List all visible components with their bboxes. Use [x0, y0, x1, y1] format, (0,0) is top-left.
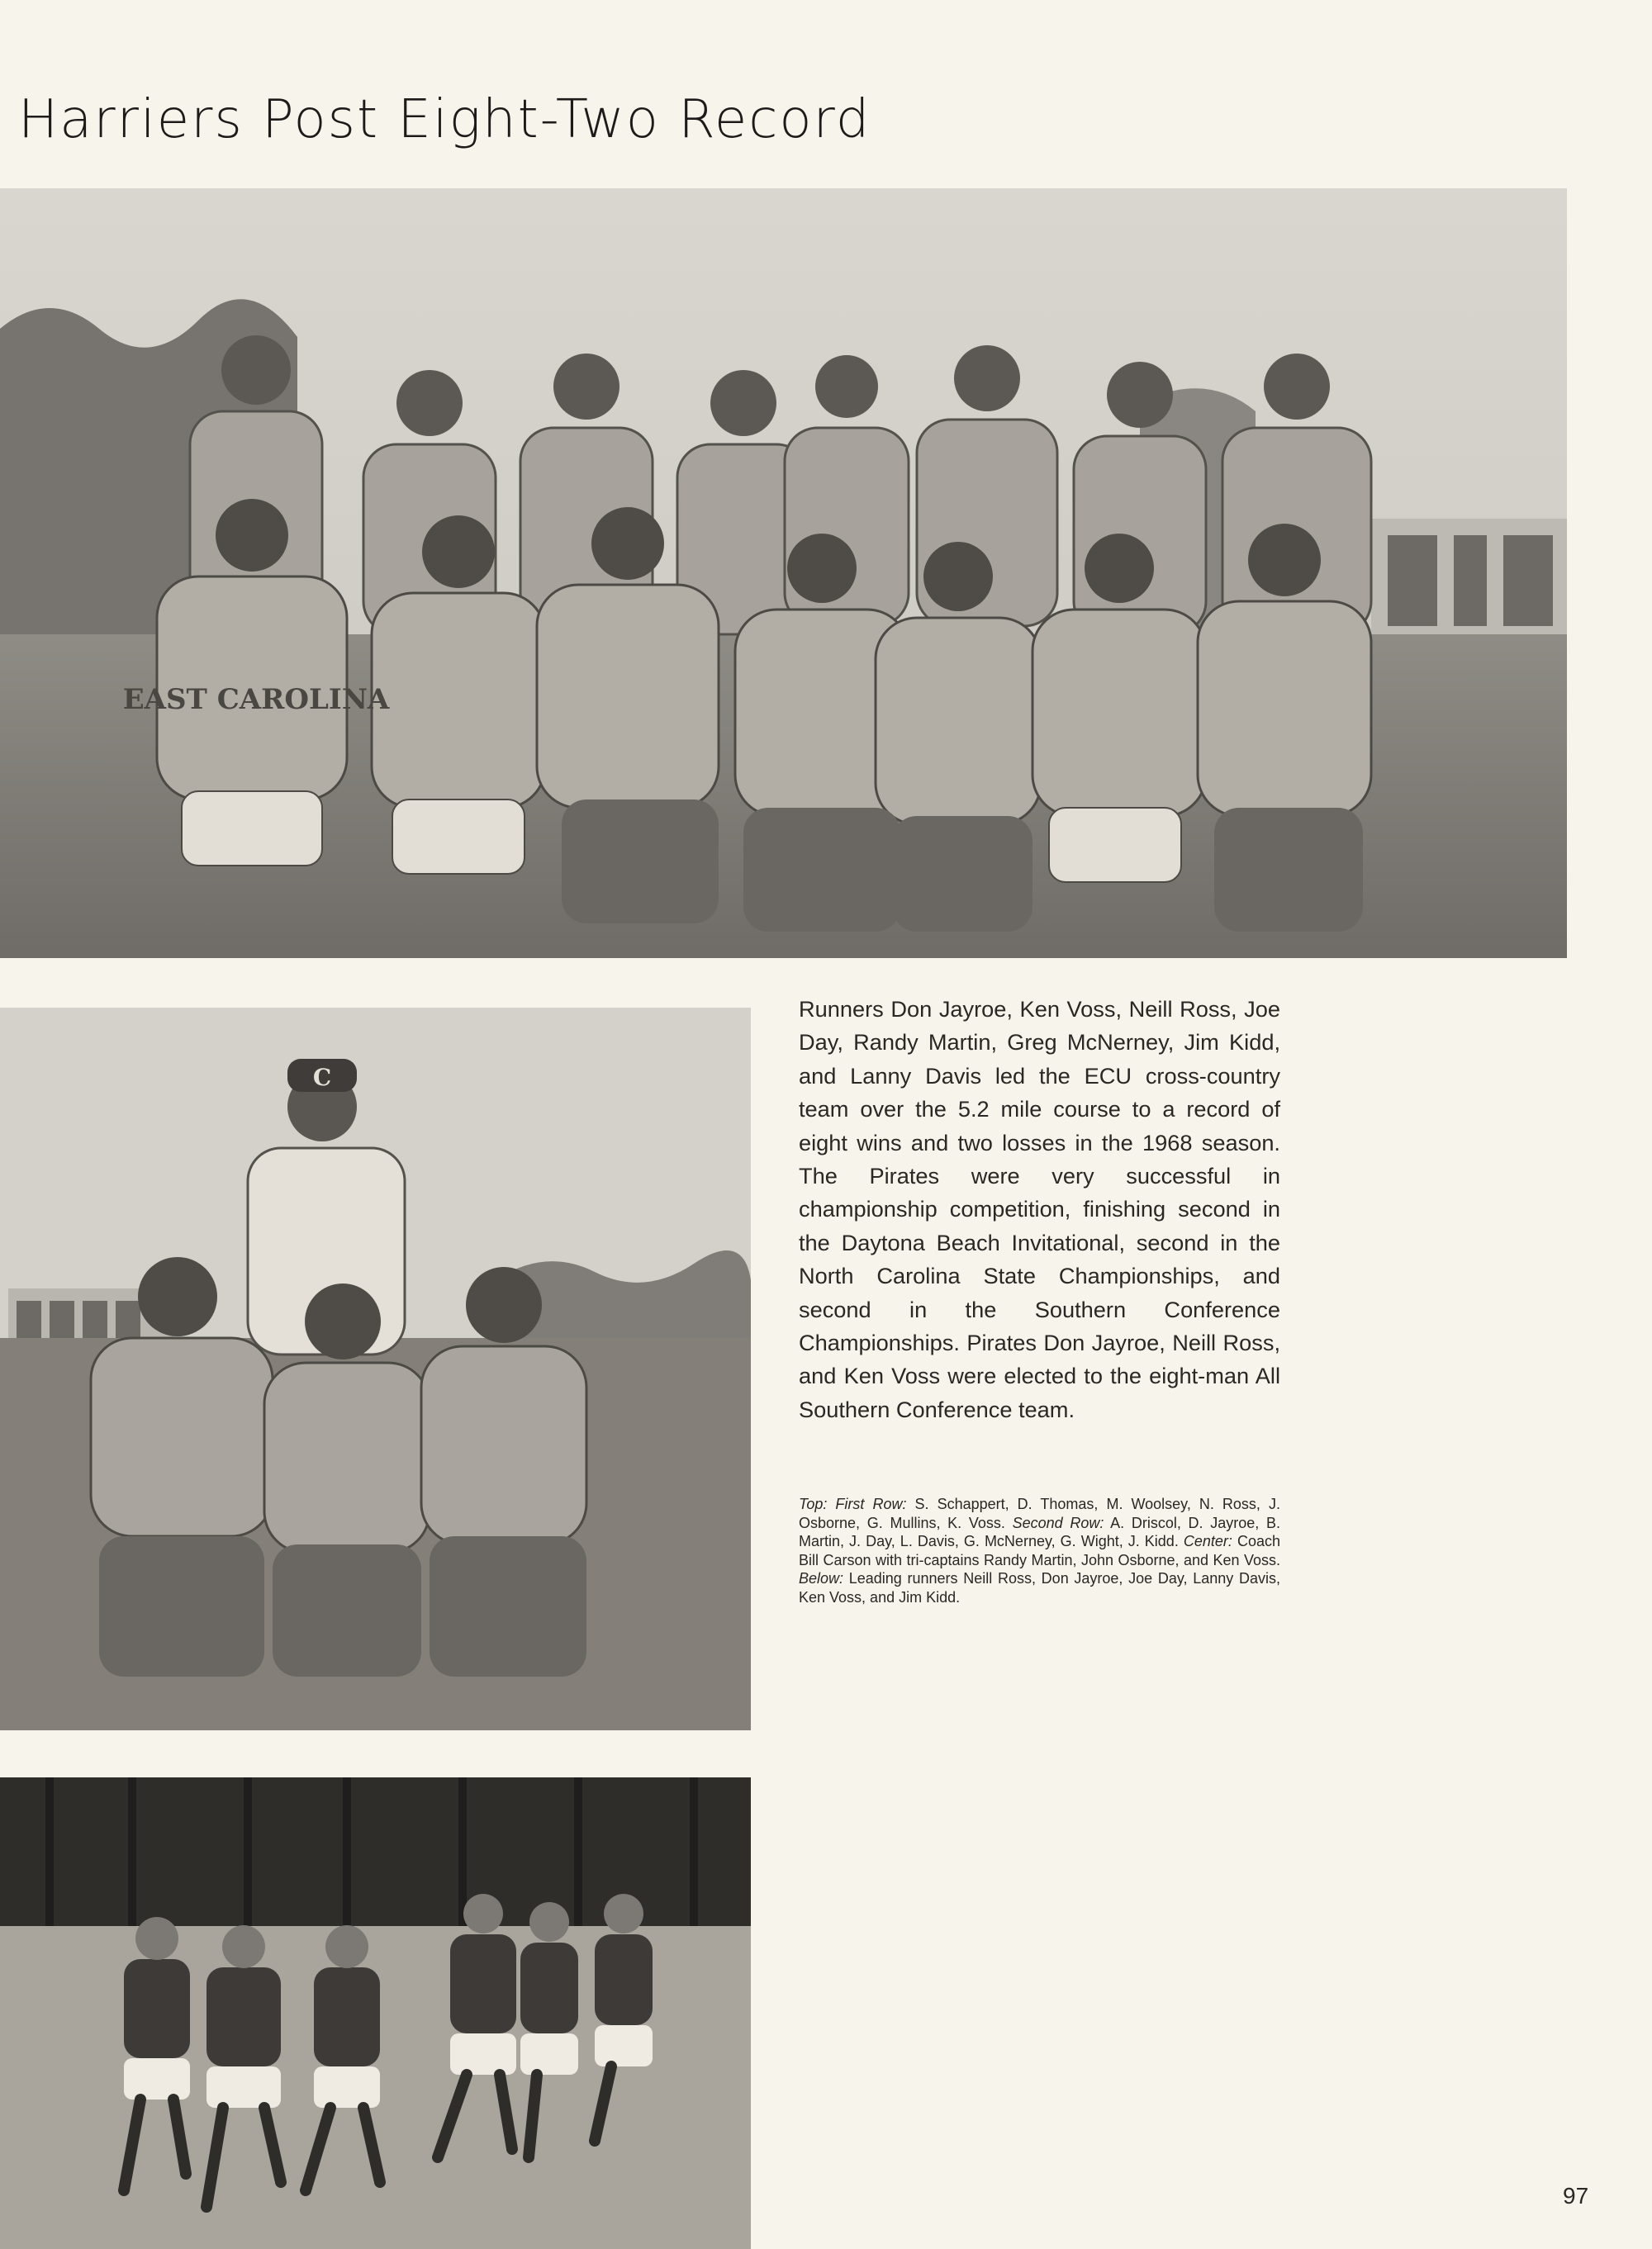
photo-caption	[799, 1495, 1280, 1607]
caption-first-row-label: First Row:	[835, 1496, 907, 1512]
caption-first-row-names: S. Schappert, D. Thomas, M. Woolsey, N. Ross, J. Osborne, G. Mullins, K. Voss.	[799, 1496, 1280, 1531]
cap-letter: C	[312, 1064, 332, 1091]
caption-below-text: Leading runners Neill Ross, Don Jayroe, Joe Day, Lanny Davis, Ken Voss, and Jim Kidd.	[799, 1570, 1280, 1606]
page-number: 97	[1563, 2183, 1589, 2209]
runners-photo	[0, 1777, 751, 2249]
page-title: Harriers Post Eight-Two Record	[18, 89, 871, 150]
team-photo	[0, 188, 1567, 958]
jersey-lettering: EAST CAROLINA	[122, 683, 390, 716]
caption-second-row-names: A. Driscol, D. Jayroe, B. Martin, J. Day, L. Davis, G. McNerney, G. Wight, J. Kidd.	[799, 1514, 1280, 1550]
caption-center-text: Coach Bill Carson with tri-captains Randy Martin, John Osborne, and Ken Voss.	[799, 1533, 1280, 1568]
coach-captains-photo	[0, 1008, 751, 1730]
caption-center-label: Center:	[1183, 1533, 1232, 1550]
caption-below-label: Below:	[799, 1570, 844, 1587]
article-body: Runners Don Jayroe, Ken Voss, Neill Ross, Joe Day, Randy Martin, Greg McNerney, Jim Kidd, and Lanny Davis led the ECU cross-country team over the 5.2 mile course to a record of eight wins and two losses in the 1968 season. The Pirates were very successful in championship competition, finishing second in the Daytona Beach Invitational, second in the North Carolina State Championships, and second in the Southern Conference Championships. Pirates Don Jayroe, Neill Ross, and Ken Voss were elected to the eight-man All Southern Conference team.	[799, 996, 1280, 1422]
caption-second-row-label: Second Row:	[1012, 1514, 1104, 1531]
caption-top-label: Top:	[799, 1496, 828, 1512]
